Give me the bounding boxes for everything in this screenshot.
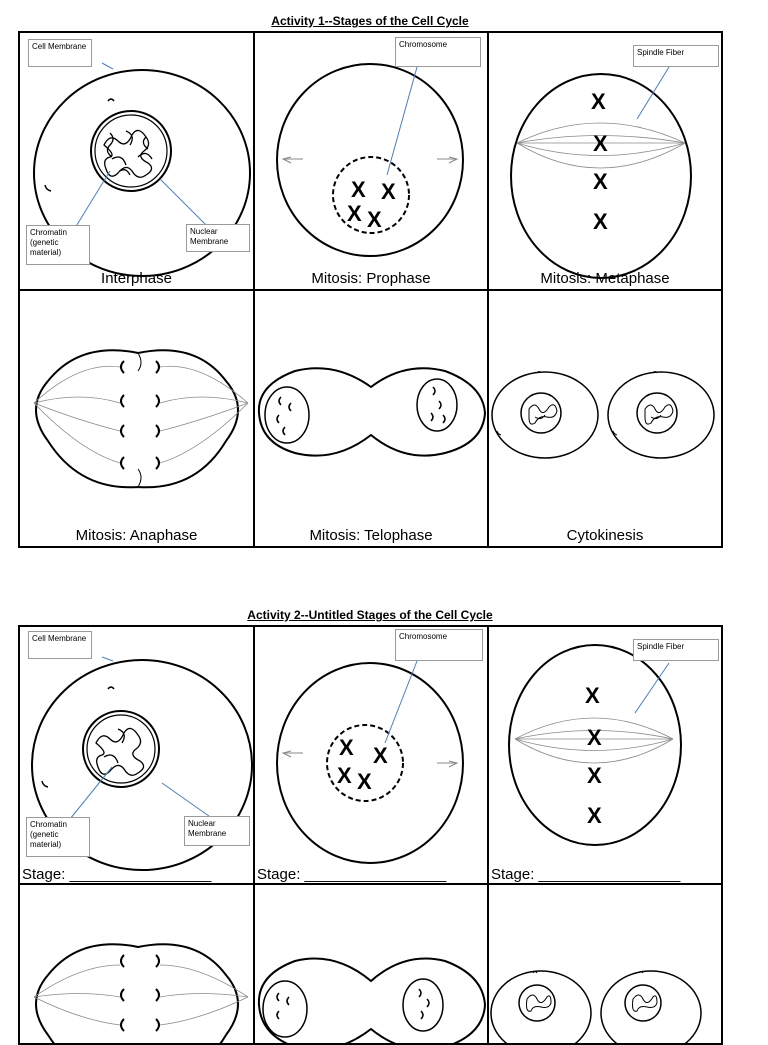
chromosome-label-2: Chromosome (395, 629, 483, 661)
svg-text:X: X (347, 201, 362, 226)
prophase-caption: Mitosis: Prophase (311, 270, 431, 287)
stage-blank-2[interactable]: Stage: _________________ (257, 866, 447, 883)
svg-text:X: X (339, 735, 354, 760)
activity2-grid (18, 625, 723, 1045)
stage-panel-2 (255, 627, 489, 885)
svg-text:X: X (357, 769, 372, 794)
stage-panel-6 (489, 885, 721, 1045)
telophase-diagram (255, 291, 489, 546)
svg-text:X: X (593, 131, 608, 156)
activity1-grid (18, 31, 723, 548)
stage-panel-3 (489, 627, 721, 885)
svg-text:X: X (367, 207, 382, 232)
prophase-diagram (255, 33, 489, 291)
cell-membrane-label-2: Cell Membrane (28, 631, 92, 659)
stage-panel-4 (20, 885, 255, 1045)
activity1-title: Activity 1--Stages of the Cell Cycle (271, 14, 469, 28)
stage-4-diagram (20, 885, 255, 1045)
telophase-panel (255, 291, 489, 546)
stage-3-diagram (489, 627, 721, 885)
nuclear-membrane-label-2: Nuclear Membrane (184, 816, 250, 846)
interphase-panel (20, 33, 255, 291)
svg-text:X: X (351, 177, 366, 202)
interphase-caption: Interphase (101, 270, 172, 287)
cytokinesis-panel (489, 291, 721, 546)
metaphase-caption: Mitosis: Metaphase (540, 270, 670, 287)
svg-text:X: X (337, 763, 352, 788)
svg-text:X: X (373, 743, 388, 768)
stage-6-diagram (489, 885, 721, 1045)
cell-membrane-label: Cell Membrane (28, 39, 92, 67)
stage-blank-3[interactable]: Stage: _________________ (491, 866, 681, 883)
stage-5-diagram (255, 885, 489, 1045)
svg-text:X: X (585, 683, 600, 708)
svg-text:X: X (591, 89, 606, 114)
activity2-title: Activity 2--Untitled Stages of the Cell Cycle (247, 608, 493, 622)
stage-panel-1 (20, 627, 255, 885)
svg-text:X: X (593, 169, 608, 194)
anaphase-caption: Mitosis: Anaphase (75, 527, 198, 544)
cytokinesis-diagram (489, 291, 721, 546)
spindle-fiber-label-2: Spindle Fiber (633, 639, 719, 661)
svg-text:X: X (587, 763, 602, 788)
chromosome-label: Chromosome (395, 37, 481, 67)
anaphase-diagram (20, 291, 255, 546)
cytokinesis-caption: Cytokinesis (566, 527, 644, 544)
svg-text:X: X (381, 179, 396, 204)
nuclear-membrane-label: Nuclear Membrane (186, 224, 250, 252)
chromatin-label-2: Chromatin (genetic material) (26, 817, 90, 857)
telophase-caption: Mitosis: Telophase (309, 527, 433, 544)
svg-text:X: X (587, 725, 602, 750)
metaphase-panel (489, 33, 721, 291)
svg-text:X: X (593, 209, 608, 234)
metaphase-diagram (489, 33, 721, 291)
spindle-fiber-label: Spindle Fiber (633, 45, 719, 67)
stage-blank-1[interactable]: Stage: _________________ (22, 866, 212, 883)
stage-2-diagram (255, 627, 489, 885)
prophase-panel (255, 33, 489, 291)
stage-panel-5 (255, 885, 489, 1045)
chromatin-label: Chromatin (genetic material) (26, 225, 90, 265)
anaphase-panel (20, 291, 255, 546)
svg-text:X: X (587, 803, 602, 828)
